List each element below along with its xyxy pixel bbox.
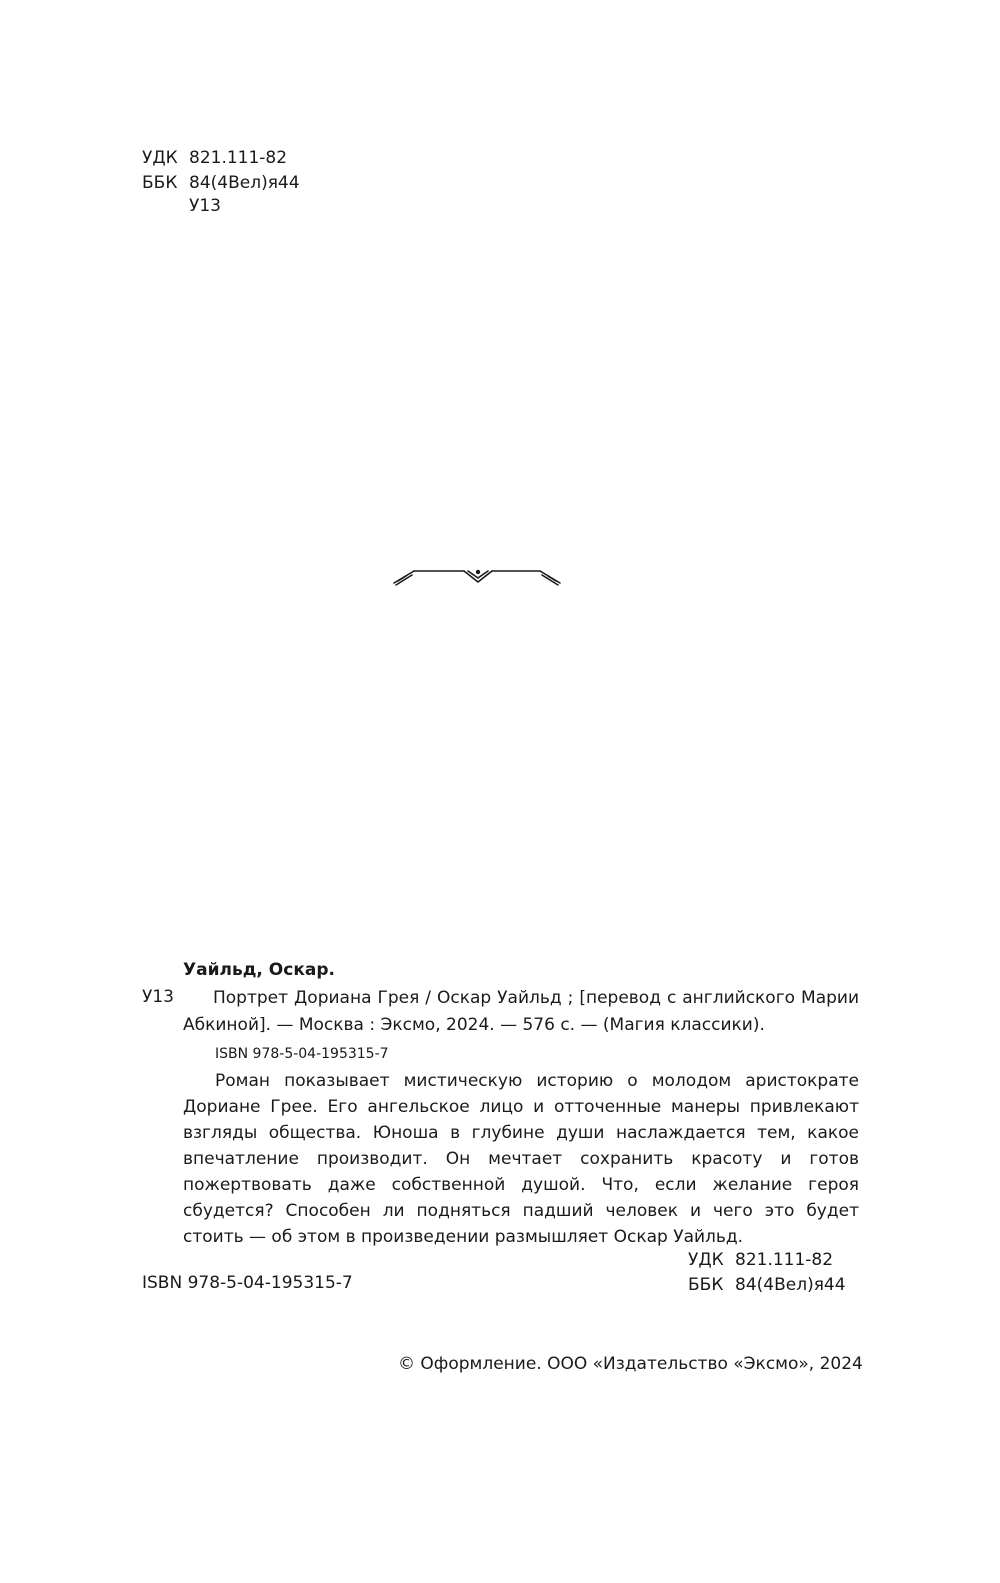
bottom-classification-codes (688, 1248, 846, 1298)
bottom-bbk-value: 84(4Вел)я44 (735, 1275, 846, 1295)
udk-value: 821.111-82 (189, 148, 288, 168)
author-heading: Уайльд, Оскар. (183, 960, 335, 980)
record-isbn: ISBN 978-5-04-195315-7 (215, 1046, 389, 1062)
main-isbn: ISBN 978-5-04-195315-7 (142, 1273, 353, 1293)
bibliographic-record: Портрет Дориана Грея / Оскар Уайльд ; [перевод с английского Марии Абкиной]. — Москва : Эксмо, 2024. — 576 с. — (Магия классики). (183, 988, 859, 1035)
udk-label: УДК (142, 148, 178, 168)
bottom-udk-label: УДК (688, 1250, 724, 1270)
udk-row (142, 146, 300, 171)
bottom-udk-row (688, 1248, 846, 1273)
bottom-udk-value: 821.111-82 (735, 1250, 834, 1270)
bbk-label: ББК (142, 173, 178, 193)
bottom-bbk-label: ББК (688, 1275, 724, 1295)
catalog-author-mark: У13 (142, 987, 174, 1007)
bottom-bbk-row (688, 1273, 846, 1298)
decorative-divider-icon (392, 566, 564, 592)
bbk-value: 84(4Вел)я44 (189, 173, 300, 193)
copyright-notice: © Оформление. ООО «Издательство «Эксмо», 2024 (398, 1354, 863, 1374)
top-author-mark: У13 (189, 196, 221, 216)
bbk-row (142, 171, 300, 196)
book-abstract: Роман показывает мистическую историю о молодом аристократе Дориане Грее. Его ангельское лицо и отточенные манеры привлекают взгляды общества. Юноша в глубине души наслаждается тем, какое впечатление производит. Он мечтает сохранить красоту и готов пожертвовать даже собственной душой. Что, если желание героя сбудется? Способен ли подняться падший человек и чего это будет стоить — об этом в произведении размышляет Оскар Уайльд. (183, 1071, 859, 1247)
top-classification-codes (142, 146, 300, 196)
